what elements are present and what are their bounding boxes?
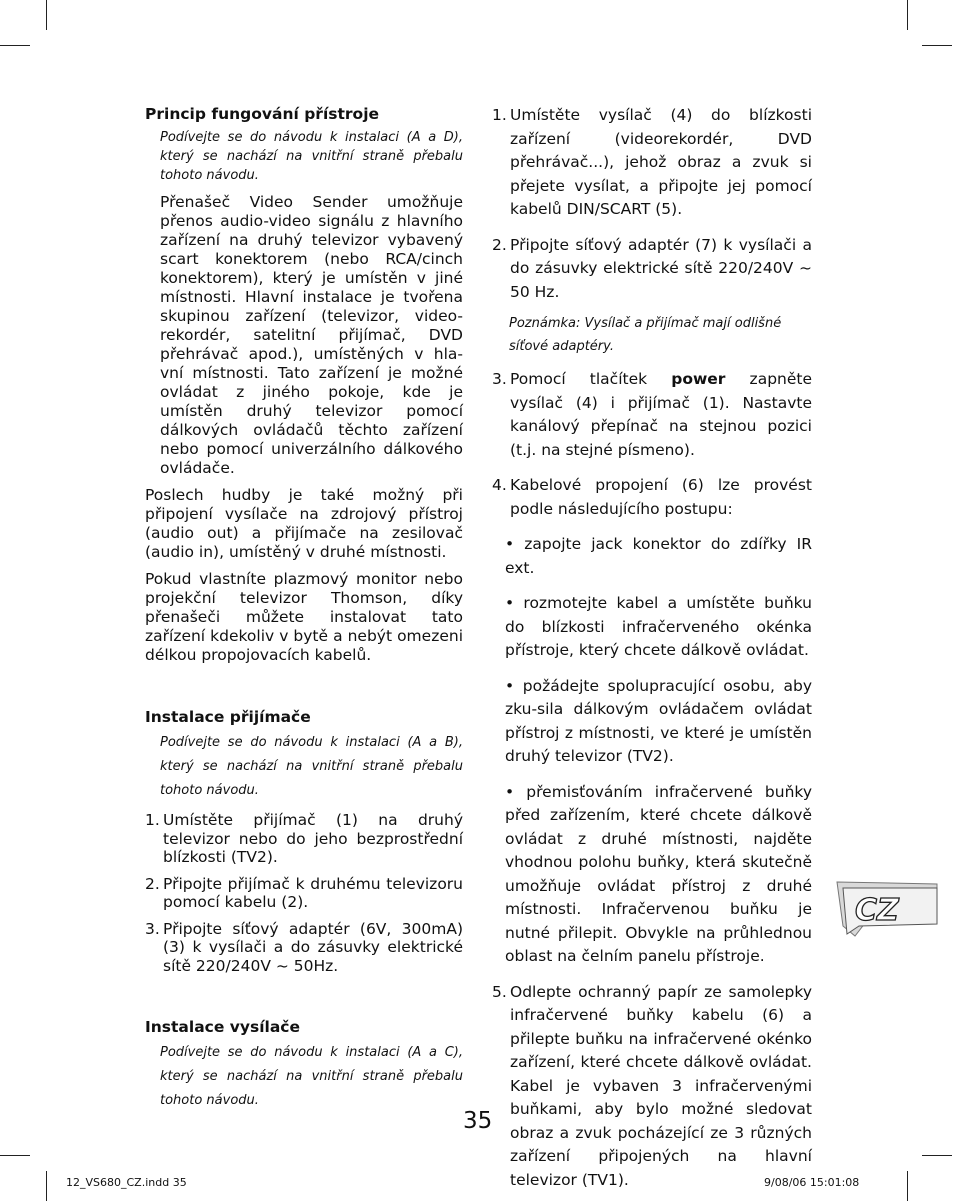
left-column: [145, 104, 463, 1121]
transmitter-step-3: 3. Pomocí tlačítek power zapněte vysílač (4) i přijímač (1). Nastavte kanálový přepínač na stejnou pozici (t.j. na stejné písmeno).: [492, 370, 813, 459]
principle-paragraph-2: Poslech hudby je také možný při připojení vysílače na zdrojový přístroj (audio out) a přijímače na zesilovač (audio in), umístěný v druhé místnosti.: [145, 486, 463, 561]
list-item: 2. Připojte přijímač k druhému televizoru pomocí kabelu (2).: [145, 874, 463, 911]
transmitter-step-1: 1. Umístěte vysílač (4) do blízkosti zařízení (videorekordér, DVD přehrávač...), jehož obraz a zvuk si přejete vysílat, a připojte jej pomocí kabelů DIN/SCART (5).: [492, 106, 812, 218]
receiver-note: Podívejte se do návodu k instalaci (A a B), který se nachází na vnitřní straně přebalu tohoto návodu.: [160, 735, 463, 798]
footer-date: 9/08/06 15:01:08: [764, 1176, 860, 1189]
language-tab: [833, 874, 943, 944]
list-item: 3. Připojte síťový adaptér (6V, 300mA) (3) k vysílači a do zásuvky elektrické sítě 220/240V ~ 50Hz.: [145, 919, 463, 975]
section-heading-principle: Princip fungování přístroje: [145, 105, 380, 123]
list-item: 1. Umístěte přijímač (1) na druhý televizor nebo do jeho bezprostřední blízkosti (TV2).: [145, 811, 463, 866]
language-tab-label: CZ: [855, 893, 899, 928]
transmitter-note: Podívejte se do návodu k instalaci (A a C), který se nachází na vnitřní straně přebalu tohoto návodu.: [160, 1045, 463, 1108]
transmitter-step-5: 5. Odlepte ochranný papír ze samolepky infračervené buňky kabelu (6) a přilepte buňku na infračervené okénko zařízení, které chcete dálkově ovládat. Kabel je vybaven 3 infračervenými buňkami, aby bylo možné sledovat obraz a zvuk pocházející ze 3 různých zařízení připojených na hlavní televizor (TV1).: [492, 982, 812, 1189]
bullet-item: • zapojte jack konektor do zdířky IR ext.: [505, 535, 812, 577]
principle-paragraph-1: Přenašeč Video Sender umožňuje přenos audio-video signálu z hlavního zařízení na druhý televizor vybavený scart konektorem (nebo RCA/cinch konektorem), který je umístěn v jiné místnosti. Hlavní instalace je tvořena skupinou zařízení (televizor, video-rekordér, satelitní přijímač, DVD přehrávač apod.), umístěných v hla-vní místnosti. Tato zařízení je možné ovládat z jiného pokoje, kde je umístěn druhý televizor pomocí dálkových ovládačů těchto zařízení nebo pomocí univerzálního dálkového ovládače.: [160, 193, 463, 477]
transmitter-step-2: 2. Připojte síťový adaptér (7) k vysílači a do zásuvky elektrické sítě 220/240V ~ 50 Hz.: [492, 235, 812, 301]
right-column: [492, 104, 812, 1204]
adapter-note: Poznámka: Vysílač a přijímač mají odlišné síťové adaptéry.: [509, 316, 782, 354]
power-keyword: power: [671, 370, 726, 388]
page-number: 35: [463, 1108, 493, 1134]
section-heading-transmitter: Instalace vysílače: [145, 1018, 300, 1036]
bullet-item: • požádejte spolupracující osobu, aby zku-sila dálkovým ovládačem ovládat přístroj z místnosti, ve které je umístěn druhý televizor (TV2).: [505, 676, 812, 765]
footer-file-info: 12_VS680_CZ.indd 35: [66, 1176, 187, 1189]
principle-note: Podívejte se do návodu k instalaci (A a D), který se nachází na vnitřní straně přebalu tohoto návodu.: [160, 130, 463, 183]
bullet-item: • přemisťováním infračervené buňky před zařízením, které chcete dálkově ovládat z druhé místnosti, najděte vhodnou polohu buňky, která skutečně umožňuje ovládat přístroj z druhé místnosti. Infračervenou buňku je nutné přilepit. Obvykle na průhlednou oblast na čelním panelu přístroje.: [505, 782, 812, 965]
transmitter-step-4: 4. Kabelové propojení (6) lze provést podle následujícího postupu:: [492, 476, 812, 518]
receiver-steps: [145, 811, 463, 975]
section-heading-receiver: Instalace přijímače: [145, 708, 311, 726]
principle-paragraph-3: Pokud vlastníte plazmový monitor nebo projekční televizor Thomson, díky přenašeči můžete instalovat tato zařízení kdekoliv v bytě a nebýt omezeni délkou propojovacích kabelů.: [145, 570, 463, 664]
bullet-item: • rozmotejte kabel a umístěte buňku do blízkosti infračerveného okénka přístroje, který chcete dálkově ovládat.: [505, 594, 812, 659]
